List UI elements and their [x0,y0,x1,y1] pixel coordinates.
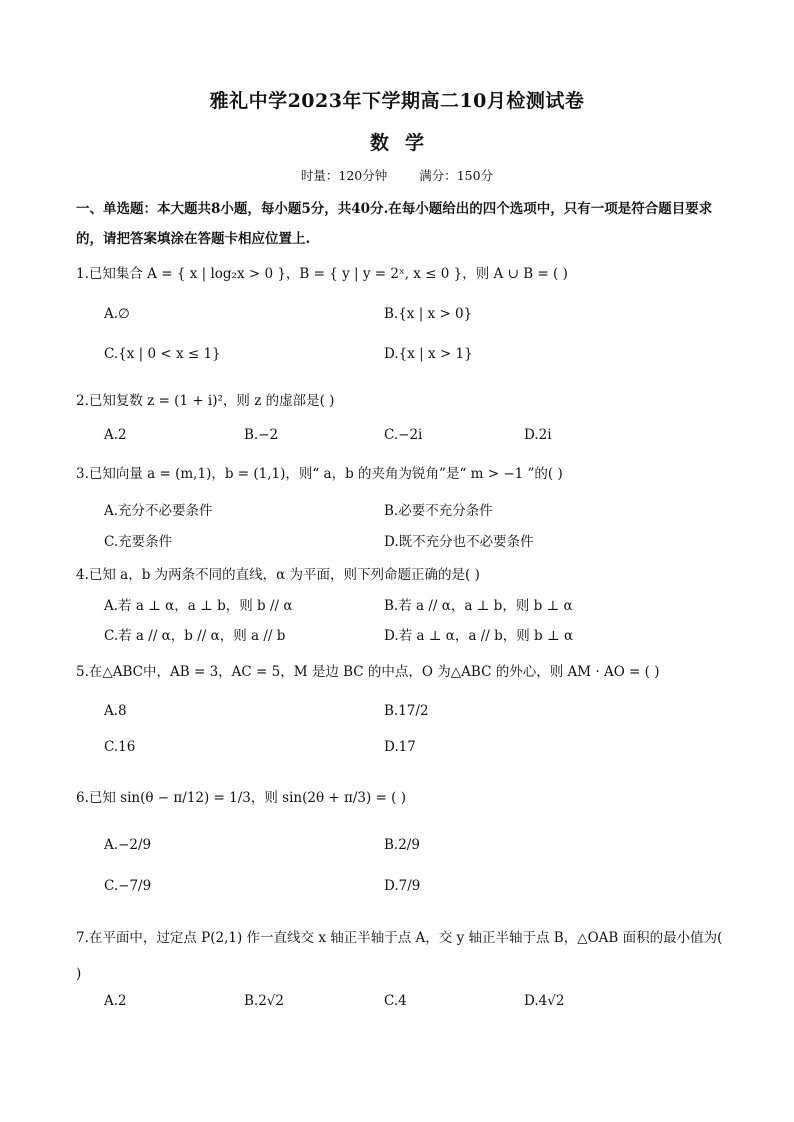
question-2-option-d: D.2i [524,427,552,443]
question-2-option-b: B.−2 [244,427,279,443]
question-2-option-a: A.2 [104,427,127,443]
full-score: 满分：150分 [419,168,494,183]
section-heading: 一、单选题：本大题共8小题，每小题5分，共40分.在每小题给出的四个选项中，只有一项是符合题目要求的，请把答案填涂在答题卡相应位置上. [76,201,713,247]
question-2-stem: 2.已知复数 z = (1 + i)²，则 z 的虚部是( ) [76,393,335,409]
question-3-option-d: D.既不充分也不必要条件 [384,534,534,550]
question-6-option-d: D.7/9 [384,878,421,894]
question-7-stem: 7.在平面中，过定点 P(2,1) 作一直线交 x 轴正半轴于点 A，交 y 轴正半轴于点 B，△OAB 面积的最小值为( ) [76,930,723,982]
question-7-option-b: B.2√2 [244,993,284,1009]
question-5-option-b: B.17/2 [384,703,429,719]
question-1-option-c: C.{x | 0 < x ≤ 1} [104,346,221,362]
question-4-option-d: D.若 a ⊥ α，a // b，则 b ⊥ α [384,628,574,644]
question-5-option-a: A.8 [104,703,127,719]
question-1-option-b: B.{x | x > 0} [384,306,473,322]
question-1-stem: 1.已知集合 A = { x | log₂x > 0 }，B = { y | y = 2ˣ, x ≤ 0 }，则 A ∪ B = ( ) [76,266,568,282]
question-6-option-b: B.2/9 [384,837,420,853]
question-6-option-c: C.−7/9 [104,878,152,894]
time-limit: 时量：120分钟 [300,168,388,183]
question-6-stem: 6.已知 sin(θ − π/12) = 1/3，则 sin(2θ + π/3) = ( ) [76,790,406,806]
question-7-option-d: D.4√2 [524,993,565,1009]
question-5-option-c: C.16 [104,739,136,755]
exam-title: 雅礼中学2023年下学期高二10月检测试卷 [209,90,585,112]
question-4-option-a: A.若 a ⊥ α，a ⊥ b，则 b // α [104,598,293,614]
question-2-option-c: C.−2i [384,427,423,443]
question-4-option-c: C.若 a // α，b // α，则 a // b [104,628,286,644]
question-1-option-d: D.{x | x > 1} [384,346,473,362]
question-5-stem: 5.在△ABC中，AB = 3，AC = 5，M 是边 BC 的中点，O 为△ABC 的外心，则 AM · AO = ( ) [76,664,660,680]
question-7-option-a: A.2 [104,993,127,1009]
exam-info [0,166,794,184]
question-3-option-c: C.充要条件 [104,534,173,550]
question-7-option-c: C.4 [384,993,407,1009]
question-3-stem: 3.已知向量 a = (m,1)，b = (1,1)，则“ a，b 的夹角为锐角”是“ m > −1 ”的( ) [76,466,563,482]
question-4-stem: 4.已知 a，b 为两条不同的直线，α 为平面，则下列命题正确的是( ) [76,567,480,583]
question-3-option-b: B.必要不充分条件 [384,503,493,519]
question-1-option-a: A.∅ [104,306,130,322]
question-6-option-a: A.−2/9 [104,837,152,853]
subject-title: 数学 [369,132,440,154]
question-3-option-a: A.充分不必要条件 [104,503,213,519]
question-4-option-b: B.若 a // α，a ⊥ b，则 b ⊥ α [384,598,573,614]
question-5-option-d: D.17 [384,739,416,755]
